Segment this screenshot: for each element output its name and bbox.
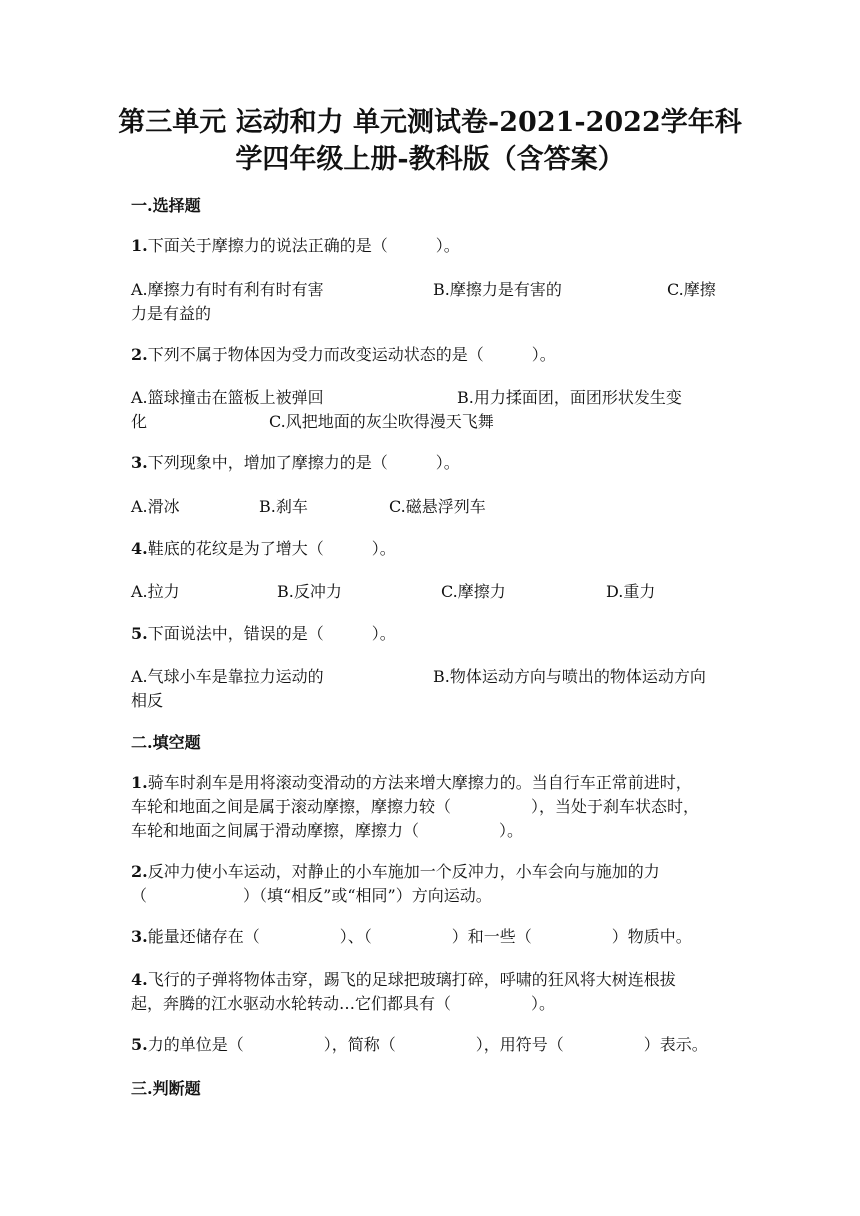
fill-question-4 — [131, 968, 676, 992]
question-number: 2. — [131, 345, 148, 364]
question-number: 1. — [131, 773, 148, 792]
question-text: 下列不属于物体因为受力而改变运动状态的是（ ）。 — [147, 345, 556, 364]
question-number: 5. — [131, 624, 148, 643]
option-c: C.摩擦力 — [441, 582, 506, 601]
choice-question-3 — [131, 451, 460, 475]
option-b: B.摩擦力是有害的 — [433, 280, 562, 299]
section-heading-fill: 二.填空题 — [131, 733, 201, 752]
choice-question-2 — [131, 343, 556, 367]
option-c: C.风把地面的灰尘吹得漫天飞舞 — [269, 412, 494, 431]
option-c-continued: 力是有益的 — [131, 304, 212, 323]
question-line: 力的单位是（ ），简称（ ），用符号（ ）表示。 — [147, 1035, 708, 1054]
question-number: 4. — [131, 539, 148, 558]
fill-question-1 — [131, 771, 692, 795]
section-heading-judge: 三.判断题 — [131, 1079, 201, 1098]
option-c: C.磁悬浮列车 — [389, 497, 486, 516]
question-line: 骑车时刹车是用将滚动变滑动的方法来增大摩擦力的。当自行车正常前进时， — [147, 773, 692, 792]
question-line: 起，奔腾的江水驱动水轮转动…它们都具有（ ）。 — [131, 994, 556, 1013]
question-line: （ ）（填“相反”或“相同”）方向运动。 — [131, 886, 492, 905]
question-text: 鞋底的花纹是为了增大（ ）。 — [147, 539, 396, 558]
option-b-continued: 相反 — [131, 691, 164, 710]
option-a: A.拉力 — [131, 582, 180, 601]
option-c: C.摩擦 — [667, 280, 716, 299]
option-a: A.气球小车是靠拉力运动的 — [131, 667, 324, 686]
fill-question-3 — [131, 925, 692, 949]
title-line-2: 学四年级上册-教科版（含答案） — [235, 144, 625, 175]
choice-question-5 — [131, 622, 396, 646]
section-heading-choice: 一.选择题 — [131, 196, 201, 215]
question-number: 2. — [131, 862, 148, 881]
question-line: 反冲力使小车运动，对静止的小车施加一个反冲力，小车会向与施加的力 — [147, 862, 660, 881]
fill-question-5 — [131, 1033, 708, 1057]
option-a: A.滑冰 — [131, 497, 180, 516]
choice-question-1 — [131, 234, 460, 258]
question-text: 下面说法中，错误的是（ ）。 — [147, 624, 396, 643]
question-text: 下列现象中，增加了摩擦力的是（ ）。 — [147, 453, 460, 472]
question-number: 4. — [131, 970, 148, 989]
question-number: 5. — [131, 1035, 148, 1054]
option-b: B.刹车 — [259, 497, 308, 516]
question-line: 能量还储存在（ ）、（ ）和一些（ ）物质中。 — [147, 927, 692, 946]
question-number: 3. — [131, 453, 148, 472]
question-line: 飞行的子弹将物体击穿，踢飞的足球把玻璃打碎，呼啸的狂风将大树连根拔 — [147, 970, 676, 989]
option-b: B.物体运动方向与喷出的物体运动方向 — [433, 667, 706, 686]
option-a: A.篮球撞击在篮板上被弹回 — [131, 388, 324, 407]
question-text: 下面关于摩擦力的说法正确的是（ ）。 — [147, 236, 460, 255]
option-b: B.反冲力 — [277, 582, 342, 601]
choice-question-4 — [131, 537, 396, 561]
option-b: B.用力揉面团，面团形状发生变 — [457, 388, 682, 407]
option-a: A.摩擦力有时有利有时有害 — [131, 280, 324, 299]
option-b-continued: 化 — [131, 412, 148, 431]
title-line-1: 第三单元 运动和力 单元测试卷-2021-2022学年科 — [118, 107, 742, 138]
fill-question-2 — [131, 860, 660, 884]
option-d: D.重力 — [606, 582, 656, 601]
question-line: 车轮和地面之间是属于滚动摩擦，摩擦力较（ ），当处于刹车状态时， — [131, 797, 700, 816]
question-line: 车轮和地面之间属于滑动摩擦，摩擦力（ ）。 — [131, 821, 524, 840]
question-number: 3. — [131, 927, 148, 946]
question-number: 1. — [131, 236, 148, 255]
document-title — [60, 104, 800, 178]
